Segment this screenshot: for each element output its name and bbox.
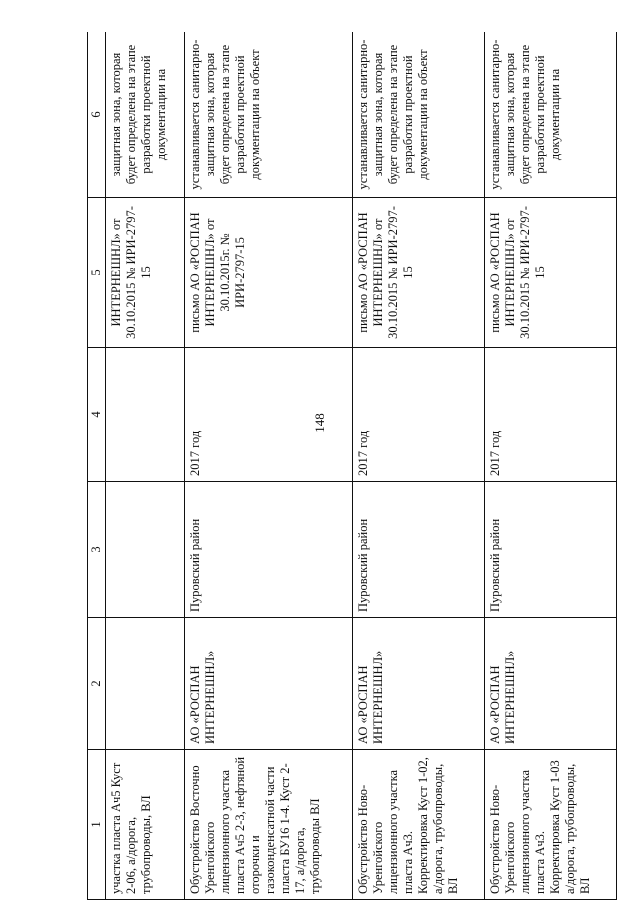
- column-number: 4: [88, 348, 106, 482]
- district-cell: Пуровский район: [484, 482, 616, 618]
- column-number: 2: [88, 618, 106, 750]
- table-row: [185, 32, 353, 900]
- district-cell: Пуровский район: [352, 482, 484, 618]
- document-cell: письмо АО «РОСПАН ИНТЕРНЕШНЛ» от 30.10.2015 № ИРИ-2797-15: [352, 198, 484, 348]
- document-cell: ИНТЕРНЕШНЛ» от 30.10.2015 № ИРИ-2797-15: [106, 198, 185, 348]
- owner-cell: АО «РОСПАН ИНТЕРНЕШНЛ»: [484, 618, 616, 750]
- object-cell: участка пласта Ач5 Куст 2-06, а/дорога, трубопроводы, ВЛ: [106, 750, 185, 900]
- district-cell: Пуровский район: [185, 482, 353, 618]
- objects-table: [87, 32, 617, 900]
- document-cell: письмо АО «РОСПАН ИНТЕРНЕШНЛ» от 30.10.2015г. № ИРИ-2797-15: [185, 198, 353, 348]
- year-cell: 2017 год: [484, 348, 616, 482]
- owner-cell: АО «РОСПАН ИНТЕРНЕШНЛ»: [352, 618, 484, 750]
- zone-cell: защитная зона, которая будет определена на этапе разработки проектной документации на: [106, 32, 185, 198]
- rotated-table-frame: [87, 32, 617, 900]
- zone-cell: устанавливается санитарно-защитная зона, которая будет определена на этапе разработки проектной документации на объект: [352, 32, 484, 198]
- document-cell: письмо АО «РОСПАН ИНТЕРНЕШНЛ» от 30.10.2015 № ИРИ-2797-15: [484, 198, 616, 348]
- year-cell: 2017 год: [352, 348, 484, 482]
- district-cell: [106, 482, 185, 618]
- column-number: 5: [88, 198, 106, 348]
- object-cell: Обустройство Ново-Уренгойского лицензионного участка пласта Ач3. Корректировка Куст 1-02, а/дорога, трубопроводы, ВЛ: [352, 750, 484, 900]
- column-number: 6: [88, 32, 106, 198]
- rotated-table-container: [87, 32, 617, 900]
- column-number: 3: [88, 482, 106, 618]
- object-cell: Обустройство Ново-Уренгойского лицензионного участка пласта Ач3. Корректировка Куст 1-03 а/дорога, трубопроводы, ВЛ: [484, 750, 616, 900]
- page-number: 148: [312, 413, 327, 433]
- column-number: 1: [88, 750, 106, 900]
- table-row: [484, 32, 616, 900]
- column-number-row: [88, 32, 106, 900]
- zone-cell: устанавливается санитарно-защитная зона, которая будет определена на этапе разработки проектной документации на: [484, 32, 616, 198]
- table-row: [352, 32, 484, 900]
- year-cell: [106, 348, 185, 482]
- object-cell: Обустройство Восточно Уренгойского лицензионного участка пласта Ач5 2-3, нефтяной оторочки и газоконденсатной части пласта БУ16 1-4. Куст 2-17, а/дорога, трубопроводы ВЛ: [185, 750, 353, 900]
- year-cell: 2017 год: [185, 348, 353, 482]
- owner-cell: [106, 618, 185, 750]
- owner-cell: АО «РОСПАН ИНТЕРНЕШНЛ»: [185, 618, 353, 750]
- zone-cell: устанавливается санитарно-защитная зона, которая будет определена на этапе разработки проектной документации на объект: [185, 32, 353, 198]
- table-row: [106, 32, 185, 900]
